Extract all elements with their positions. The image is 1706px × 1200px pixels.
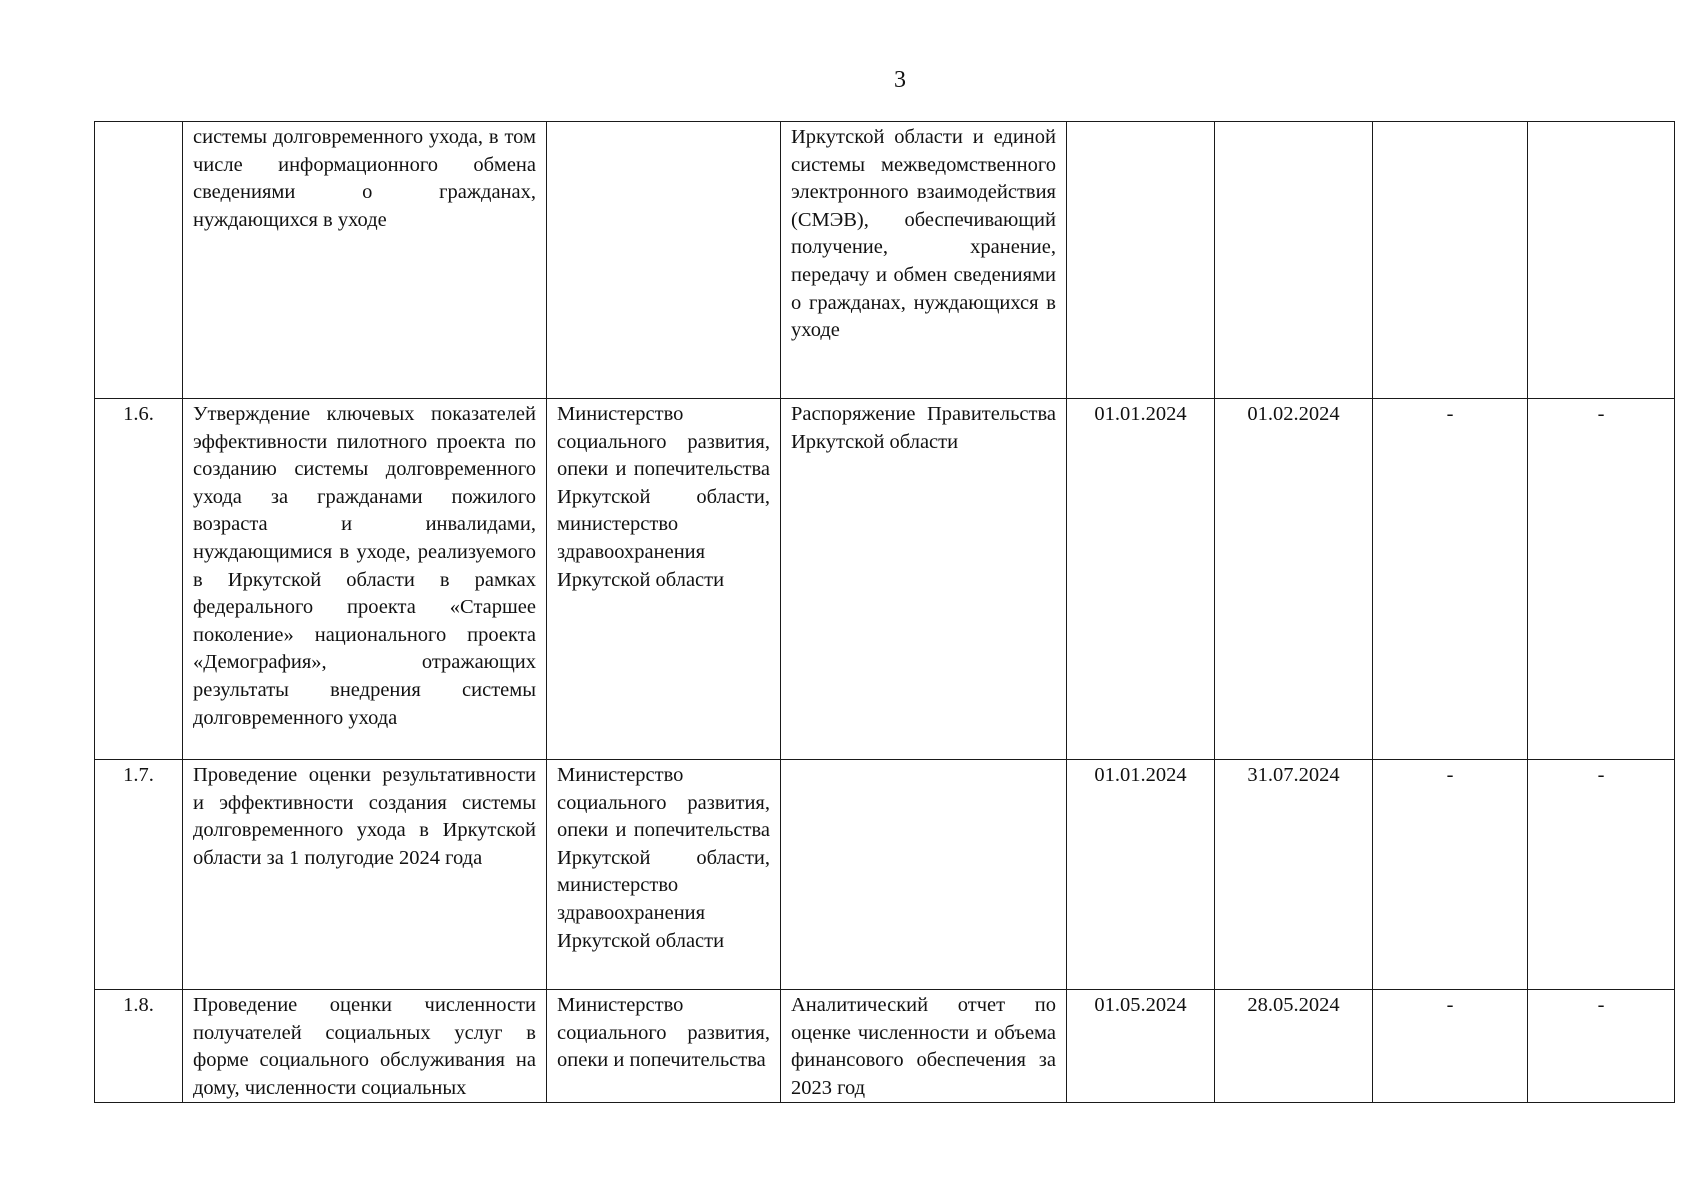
- end-date-cell: 28.05.2024: [1215, 990, 1373, 1103]
- responsible-cell: [547, 122, 781, 399]
- start-date-cell: 01.01.2024: [1067, 399, 1215, 760]
- event-cell: Утверждение ключевых показателей эффективности пилотного проекта по созданию системы долговременного ухода за гражданами пожилого возраста и инвалидами, нуждающимися в уходе, реализуемого в Иркутской области в рамках федерального проекта «Старшее поколение» национального проекта «Демография», отражающих результаты внедрения системы долговременного ухода: [183, 399, 547, 760]
- row-number-cell: 1.7.: [95, 760, 183, 990]
- row-number-cell: 1.8.: [95, 990, 183, 1103]
- event-cell: системы долговременного ухода, в том числе информационного обмена сведениями о гражданах, нуждающихся в уходе: [183, 122, 547, 399]
- start-date-cell: [1067, 122, 1215, 399]
- end-date-cell: 31.07.2024: [1215, 760, 1373, 990]
- table-row: [95, 122, 1675, 399]
- responsible-cell: Министерство социального развития, опеки и попечительства Иркутской области, министерство здравоохранения Иркутской области: [547, 399, 781, 760]
- result-cell: Иркутской области и единой системы межведомственного электронного взаимодействия (СМЭВ), обеспечивающий получение, хранение, передачу и обмен сведениями о гражданах, нуждающихся в уходе: [781, 122, 1067, 399]
- page-number: 3: [894, 67, 906, 93]
- table-row: [95, 990, 1675, 1103]
- column-8-cell: -: [1528, 990, 1675, 1103]
- responsible-cell: Министерство социального развития, опеки и попечительства: [547, 990, 781, 1103]
- table-row: [95, 760, 1675, 990]
- start-date-cell: 01.05.2024: [1067, 990, 1215, 1103]
- responsible-cell: Министерство социального развития, опеки и попечительства Иркутской области, министерство здравоохранения Иркутской области: [547, 760, 781, 990]
- column-7-cell: -: [1373, 760, 1528, 990]
- plan-table: [94, 121, 1675, 1103]
- result-cell: Распоряжение Правительства Иркутской области: [781, 399, 1067, 760]
- column-7-cell: -: [1373, 399, 1528, 760]
- result-cell: Аналитический отчет по оценке численности и объема финансового обеспечения за 2023 год: [781, 990, 1067, 1103]
- result-cell: [781, 760, 1067, 990]
- column-7-cell: -: [1373, 990, 1528, 1103]
- column-7-cell: [1373, 122, 1528, 399]
- start-date-cell: 01.01.2024: [1067, 760, 1215, 990]
- row-number-cell: 1.6.: [95, 399, 183, 760]
- table-row: [95, 399, 1675, 760]
- event-cell: Проведение оценки результативности и эффективности создания системы долговременного ухода в Иркутской области за 1 полугодие 2024 года: [183, 760, 547, 990]
- column-8-cell: -: [1528, 399, 1675, 760]
- column-8-cell: [1528, 122, 1675, 399]
- end-date-cell: [1215, 122, 1373, 399]
- event-cell: Проведение оценки численности получателей социальных услуг в форме социального обслуживания на дому, численности социальных: [183, 990, 547, 1103]
- end-date-cell: 01.02.2024: [1215, 399, 1373, 760]
- row-number-cell: [95, 122, 183, 399]
- column-8-cell: -: [1528, 760, 1675, 990]
